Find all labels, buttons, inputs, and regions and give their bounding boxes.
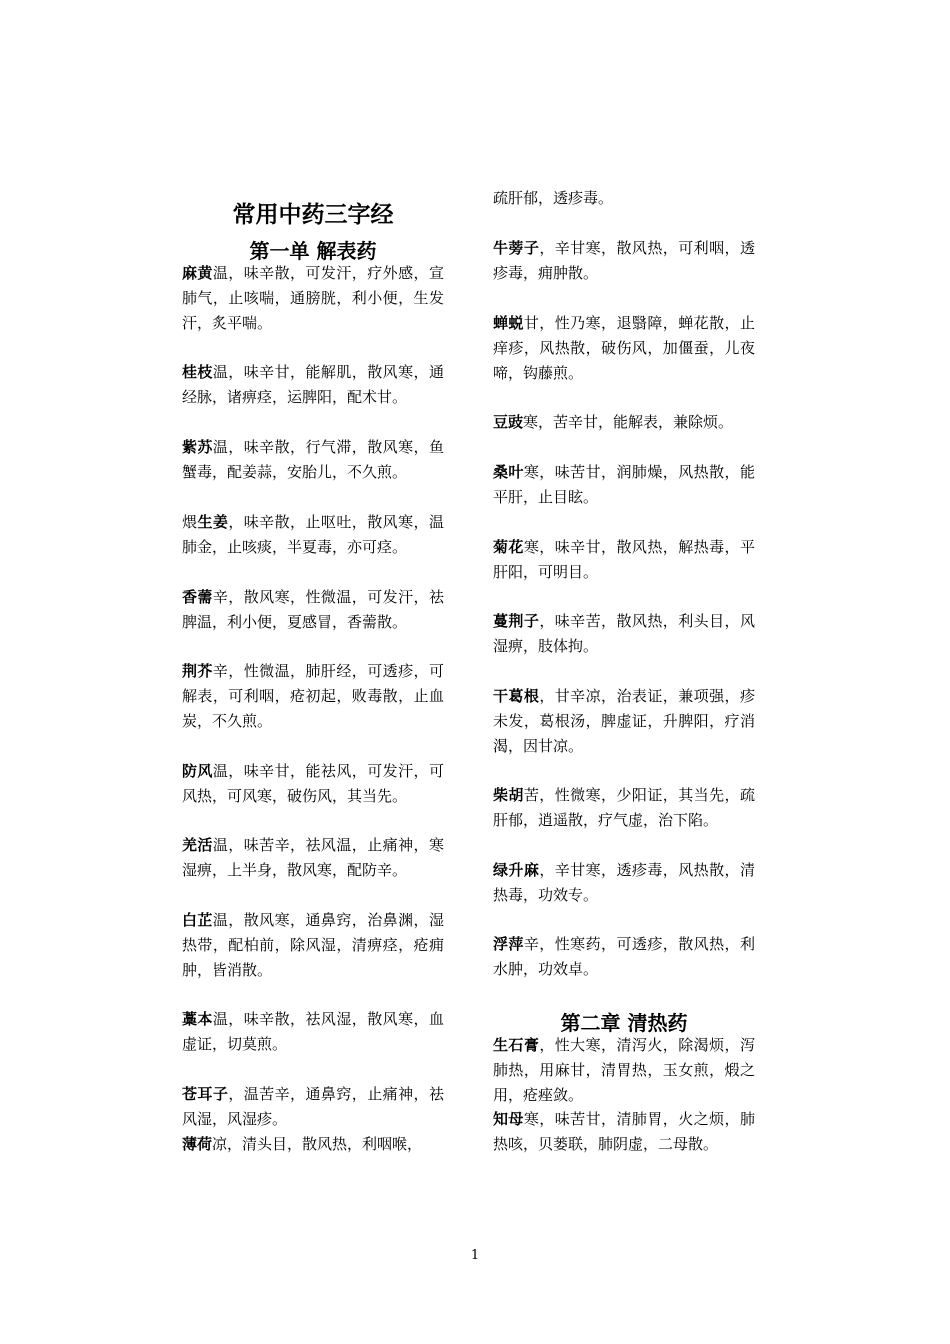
herb-text: 温，味辛甘，能祛风，可发汗，可风热，可风寒，破伤风，其当先。 bbox=[182, 762, 444, 805]
herb-name: 麻黄 bbox=[182, 264, 213, 282]
herb-name: 柴胡 bbox=[493, 786, 524, 804]
document-title: 常用中药三字经 bbox=[232, 201, 394, 228]
herb-entry bbox=[493, 932, 755, 982]
herb-entry bbox=[182, 261, 444, 335]
herb-name: 白芷 bbox=[182, 911, 213, 929]
herb-name: 薄荷 bbox=[182, 1135, 213, 1153]
herb-text: 温，味苦辛，祛风温，止痛神，寒湿痹，上半身，散风寒，配防辛。 bbox=[182, 836, 444, 879]
herb-name: 羌活 bbox=[182, 836, 213, 854]
herb-text: ，味辛苦，散风热，利头目，风湿痹，肢体拘。 bbox=[493, 612, 755, 655]
herb-name: 桂枝 bbox=[182, 363, 213, 381]
herb-name: 豆豉 bbox=[493, 413, 524, 431]
herb-text: ，甘辛凉，治表证，兼项强，疹未发，葛根汤，脾虚证，升脾阳，疗消渴，因甘凉。 bbox=[493, 687, 755, 755]
herb-name: 菊花 bbox=[493, 538, 524, 556]
herb-name: 香薷 bbox=[182, 588, 213, 606]
herb-entry bbox=[182, 1132, 444, 1157]
herb-name: 苍耳子 bbox=[182, 1085, 229, 1103]
herb-name: 干葛根 bbox=[493, 687, 540, 705]
herb-text: 辛，性微温，肺肝经，可透疹，可解表，可利咽，疮初起，败毒散，止血炭，不久煎。 bbox=[182, 662, 444, 730]
herb-name: 生石膏 bbox=[493, 1036, 540, 1054]
herb-entry bbox=[182, 908, 444, 982]
herb-entry bbox=[182, 833, 444, 883]
herb-name: 防风 bbox=[182, 762, 213, 780]
herb-entry bbox=[182, 1082, 444, 1132]
herb-text: 温，味辛散，祛风湿，散风寒，血虚证，切莫煎。 bbox=[182, 1010, 444, 1053]
herb-text: 疏肝郁，透疹毒。 bbox=[493, 189, 614, 207]
herb-text: ，辛甘寒，透疹毒，风热散，清热毒，功效专。 bbox=[493, 861, 755, 904]
herb-text: ，温苦辛，通鼻窍，止痛神，祛风湿，风湿疹。 bbox=[182, 1085, 444, 1128]
herb-text: ，性大寒，清泻火，除渴烦，泻肺热，用麻甘，清胃热，玉女煎，煅之用，疮痤敛。 bbox=[493, 1036, 755, 1104]
herb-name: 知母 bbox=[493, 1110, 524, 1128]
section-heading: 第一单 解表药 bbox=[249, 239, 377, 263]
herb-entry bbox=[493, 609, 755, 659]
herb-entry bbox=[182, 435, 444, 485]
herb-entry bbox=[493, 783, 755, 833]
herb-text: 辛，散风寒，性微温，可发汗，祛脾温，利小便，夏感冒，香薷散。 bbox=[182, 588, 444, 631]
herb-name: 绿升麻 bbox=[493, 861, 540, 879]
herb-entry bbox=[493, 1107, 755, 1157]
herb-text: 辛，性寒药，可透疹，散风热，利水肿，功效卓。 bbox=[493, 935, 755, 978]
herb-text: 温，味辛甘，能解肌，散风寒，通经脉，诸痹痉，运脾阳，配术甘。 bbox=[182, 363, 444, 406]
herb-name: 蝉蜕 bbox=[493, 314, 524, 332]
herb-entry bbox=[182, 759, 444, 809]
herb-name: 浮萍 bbox=[493, 935, 524, 953]
herb-entry bbox=[493, 1033, 755, 1107]
herb-name: 桑叶 bbox=[493, 463, 524, 481]
herb-text: 甘，性乃寒，退翳障，蝉花散，止痒疹，风热散，破伤风，加僵蚕，儿夜啼，钩藤煎。 bbox=[493, 314, 755, 382]
herb-text: 温，味辛散，行气滞，散风寒，鱼蟹毒，配姜蒜，安胎儿，不久煎。 bbox=[182, 438, 444, 481]
herb-name: 蔓荆子 bbox=[493, 612, 540, 630]
herb-entry bbox=[493, 236, 755, 286]
herb-entry bbox=[182, 1007, 444, 1057]
herb-entry bbox=[493, 535, 755, 585]
herb-text: ，味辛散，止呕吐，散风寒，温肺金，止咳痰，半夏毒，亦可痉。 bbox=[182, 513, 444, 556]
herb-name: 藁本 bbox=[182, 1010, 213, 1028]
herb-text: 苦，性微寒，少阳证，其当先，疏肝郁，逍遥散，疗气虚，治下陷。 bbox=[493, 786, 755, 829]
herb-entry bbox=[182, 659, 444, 733]
herb-text: 寒，味苦甘，润肺燥，风热散，能平肝，止目眩。 bbox=[493, 463, 755, 506]
herb-text: 寒，味辛甘，散风热，解热毒，平肝阳，可明目。 bbox=[493, 538, 755, 581]
herb-text: 凉，清头目，散风热，利咽喉， bbox=[212, 1135, 423, 1153]
section-heading: 第二章 清热药 bbox=[560, 1011, 688, 1035]
herb-text: ，辛甘寒，散风热，可利咽，透疹毒，痈肿散。 bbox=[493, 239, 755, 282]
herb-name: 紫苏 bbox=[182, 438, 213, 456]
herb-entry bbox=[493, 311, 755, 385]
herb-entry bbox=[493, 858, 755, 908]
herb-entry bbox=[493, 410, 755, 435]
herb-entry bbox=[493, 460, 755, 510]
herb-text: 寒，味苦甘，清肺胃，火之烦，肺热咳，贝蒌联，肺阴虚，二母散。 bbox=[493, 1110, 755, 1153]
herb-entry bbox=[182, 585, 444, 635]
herb-entry bbox=[182, 360, 444, 410]
herb-text: 寒，苦辛甘，能解表，兼除烦。 bbox=[523, 413, 734, 431]
herb-entry: 煨生姜，味辛散，止呕吐，散风寒，温肺金，止咳痰，半夏毒，亦可痉。 bbox=[182, 513, 444, 556]
herb-name: 牛蒡子 bbox=[493, 239, 540, 257]
page-number: 1 bbox=[470, 1248, 480, 1263]
herb-text: 温，味辛散，可发汗，疗外感，宣肺气，止咳喘，通膀胱，利小便，生发汗，炙平喘。 bbox=[182, 264, 444, 332]
herb-entry bbox=[493, 684, 755, 758]
herb-name: 荆芥 bbox=[182, 662, 213, 680]
herb-text: 温，散风寒，通鼻窍，治鼻渊，湿热带，配柏前，除风湿，清痹痉，疮痈肿，皆消散。 bbox=[182, 911, 444, 979]
herb-name: 生姜 bbox=[197, 513, 229, 531]
herb-entry-continued bbox=[493, 186, 755, 211]
